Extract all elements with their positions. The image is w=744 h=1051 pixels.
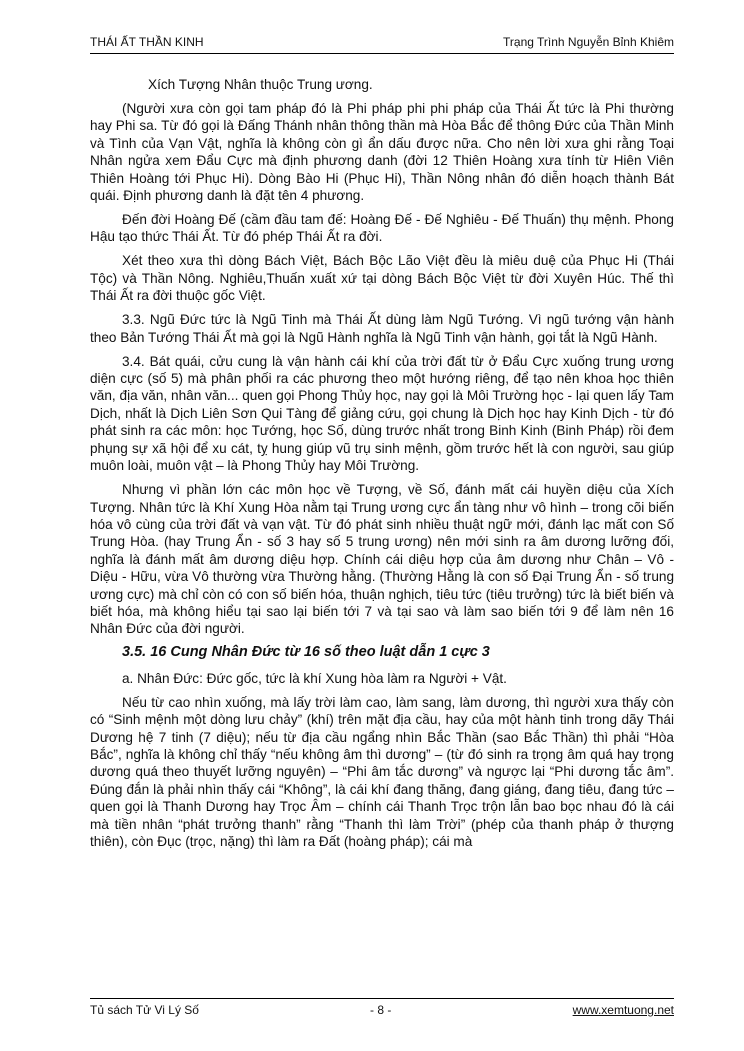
- footer-series: Tủ sách Tử Vi Lý Số: [90, 1003, 199, 1017]
- paragraph: Nếu từ cao nhìn xuống, mà lấy trời làm cao, làm sang, làm dương, thì người xưa thấy còn có “Sinh mệnh một dòng lưu chảy” (khí) trên mặt địa cầu, hay của một hành tinh trong dãy Thái Dương hệ 7 tinh (7 diệu); nếu từ địa cầu ngẩng nhìn Bắc Thần (sao Bắc Thần) thì phải “Hòa Bắc”, nghĩa là không chỉ thấy “nếu không âm thì dương” – (từ đó sinh ra trọng âm quá hay trọng dương quá theo thuyết lưỡng nguyên) – “Phi âm tắc dương” và ngược lại “Phi dương tắc âm”. Đúng đắn là phải nhìn thấy cái “Không”, là cái khí đang thăng, đang giáng, đang tiêu, đang tức – quen gọi là Thanh Dương hay Trọc Âm – chính cái Thanh Trọc trộn lẫn bao bọc nhau đó là cái mà tiền nhân “phát trưởng thanh” rằng “Thanh thì làm Trời” (phép của thanh pháp ở thượng thiên), còn Đục (trọc, nặng) thì làm ra Đất (hoàng pháp); cái mà: [90, 694, 674, 849]
- paragraph: a. Nhân Đức: Đức gốc, tức là khí Xung hòa làm ra Người + Vật.: [122, 670, 507, 686]
- paragraph: Đến đời Hoàng Đế (cầm đầu tam đế: Hoàng Đế - Đế Nghiêu - Đế Thuấn) thụ mệnh. Phong Hậu tạo thức Thái Ất. Từ đó phép Thái Ất ra đời.: [90, 212, 674, 245]
- paragraph: Nhưng vì phần lớn các môn học về Tượng, về Số, đánh mất cái huyền diệu của Xích Tượng. Nhân tức là Khí Xung Hòa nằm tại Trung ương cực ẩn tàng như vô hình – trong cõi biến hóa vô cùng của trời đất và vạn vật. Từ đó phát sinh nhiều thuật ngữ mới, đánh lạc mất con Số Trung Hòa. (hay Trung Ẩn - số 3 hay số 5 trung ương) nên mới sinh ra âm dương lưỡng đối, nghĩa là đánh mất âm dương diệu hợp. Chính cái diệu hợp của âm dương như Chân – Vô - Diệu - Hữu, vừa Vô thường vừa Thường hằng. (Thường Hằng là con số Đại Trung Ẩn - số trung ương cực) mà chỉ còn có con số biến hóa, thuận nghịch, tiêu tức (tiêu trưởng) tức là biết biến và biết hóa, mà không hiểu tại sao lại biến tới 7 và tại sao và làm sao biến tới 9 để làm nên 16 Nhân Đức của đời người.: [90, 482, 674, 637]
- paragraph: Xét theo xưa thì dòng Bách Việt, Bách Bộc Lão Việt đều là miêu duệ của Phục Hi (Thái Tộc) và Thần Nông. Nghiêu,Thuấn xuất xứ tại dòng Bách Bộc Việt từ đời Xuyên Húc. Thế thì Thái Ất ra đời thuộc gốc Việt.: [90, 253, 674, 304]
- paragraph: 3.4. Bát quái, cửu cung là vận hành cái khí của trời đất từ ở Đẩu Cực xuống trung ương diện cực (số 5) mà phân phối ra các phương theo một hướng riêng, để tạo nên khoa học thiên văn, địa văn, nhân văn... quen gọi Phong Thủy học, nay gọi là Môi Trường học - lại quen lấy Tam Dịch, nhất là Dịch Liên Sơn Qui Tàng để giảng cứu, gọi chung là Dịch học hay Kinh Dịch - từ đó phát sinh ra các môn: học Tướng, học Số, dùng trước nhất trong Binh Kinh (Binh Pháp) rồi đem phụng sự xã hội để xu cát, tỵ hung giúp vũ trụ sinh mệnh, gồm trước hết là con người, sau giúp muôn loài, muôn vật – là Phong Thủy hay Môi Trường.: [90, 353, 674, 474]
- paragraph: 3.3. Ngũ Đức tức là Ngũ Tinh mà Thái Ất dùng làm Ngũ Tướng. Vì ngũ tướng vận hành theo Bản Tướng Thái Ất mà gọi là Ngũ Hành nghĩa là Ngũ Tinh vận hành, gọi tắt là Ngũ Hành.: [90, 312, 674, 345]
- section-heading: 3.5. 16 Cung Nhân Đức từ 16 số theo luật dẫn 1 cực 3: [122, 644, 490, 661]
- page-footer: [90, 1003, 674, 1019]
- paragraph: (Người xưa còn gọi tam pháp đó là Phi pháp phi phi pháp của Thái Ất tức là Phi thường hay Phi sa. Từ đó gọi là Đấng Thánh nhân thông thần mà Hòa Bắc để thông Đức của Thần Minh và Tình của Vạn Vật, nghĩa là không còn gì ẩn dấu được nữa. Cho nên lời xưa ghi rằng Toại Nhân ngửa xem Đẩu Cực mà định phương danh (đời 12 Thiên Hoàng xưa tính từ Hiên Viên Thiên Hoàng tới Phục Hi). Dòng Bào Hi (Phục Hi), Thần Nông nhân đó diễn hoạch thành Bát quái. Định phương danh là đặt tên 4 phương.: [90, 101, 674, 204]
- page-number: - 8 -: [370, 1003, 392, 1017]
- footer-website-link[interactable]: www.xemtuong.net: [572, 1003, 674, 1017]
- page-body: [90, 76, 674, 857]
- header-author: Trạng Trình Nguyễn Bỉnh Khiêm: [503, 35, 674, 49]
- header-book-title: THÁI ẤT THẦN KINH: [90, 35, 204, 49]
- footer-divider: [90, 998, 674, 999]
- paragraph: Xích Tượng Nhân thuộc Trung ương.: [148, 77, 373, 92]
- page-header: [90, 35, 674, 54]
